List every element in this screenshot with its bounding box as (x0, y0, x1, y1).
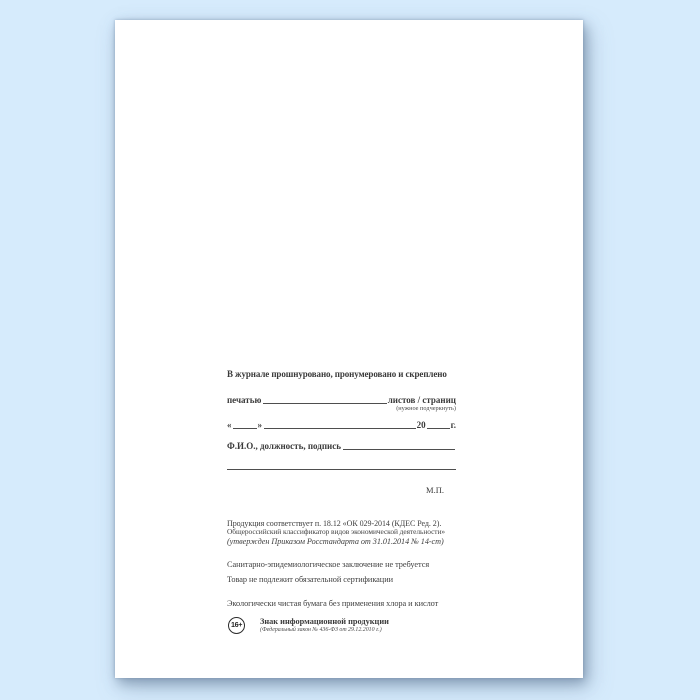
date-line (227, 420, 456, 430)
journal-back-page (115, 20, 583, 678)
age-rating-row (227, 617, 456, 634)
underline-hint: (нужное подчеркнуть) (396, 405, 456, 412)
okved-compliance-line1: Продукция соответствует п. 18.12 «ОК 029-2014 (КДЕС Ред. 2). (227, 519, 442, 528)
seal-sheets-line (227, 395, 456, 405)
age-16-plus-icon: 16+ (228, 617, 245, 634)
quote-close: » (257, 420, 262, 430)
sheets-count-blank-line (263, 402, 386, 404)
okved-compliance-line3: (утвержден Приказом Росстандарта от 31.01.2014 № 14-ст) (227, 537, 444, 546)
age-rating-texts (260, 617, 389, 634)
okved-compliance-line2: Общероссийский классификатор видов экономической деятельности» (227, 527, 446, 536)
day-blank-line (233, 427, 257, 429)
seal-place-abbr: М.П. (426, 485, 444, 495)
information-product-sign-label: Знак информационной продукции (260, 617, 389, 627)
year-suffix: г. (450, 420, 456, 430)
month-blank-line (264, 427, 416, 429)
sheets-pages-label: листов / страниц (387, 395, 456, 405)
binding-statement-title: В журнале прошнуровано, пронумеровано и скреплено (227, 369, 447, 379)
federal-law-reference: (Федеральный закон № 436-ФЗ от 29.12.2010 г.) (260, 627, 382, 634)
signature-label: Ф.И.О., должность, подпись (227, 441, 341, 451)
seal-label: печатью (227, 395, 262, 405)
century-prefix: 20 (416, 420, 426, 430)
year-blank-line (427, 427, 450, 429)
quote-open: « (227, 420, 232, 430)
signature-line (227, 441, 456, 451)
signature-blank-line (343, 448, 455, 450)
eco-paper-note: Экологически чистая бумага без применения хлора и кислот (227, 599, 439, 608)
certification-note: Товар не подлежит обязательной сертификации (227, 575, 393, 584)
full-width-blank-line (227, 461, 456, 470)
sanitary-note: Санитарно-эпидемиологическое заключение не требуется (227, 560, 430, 569)
